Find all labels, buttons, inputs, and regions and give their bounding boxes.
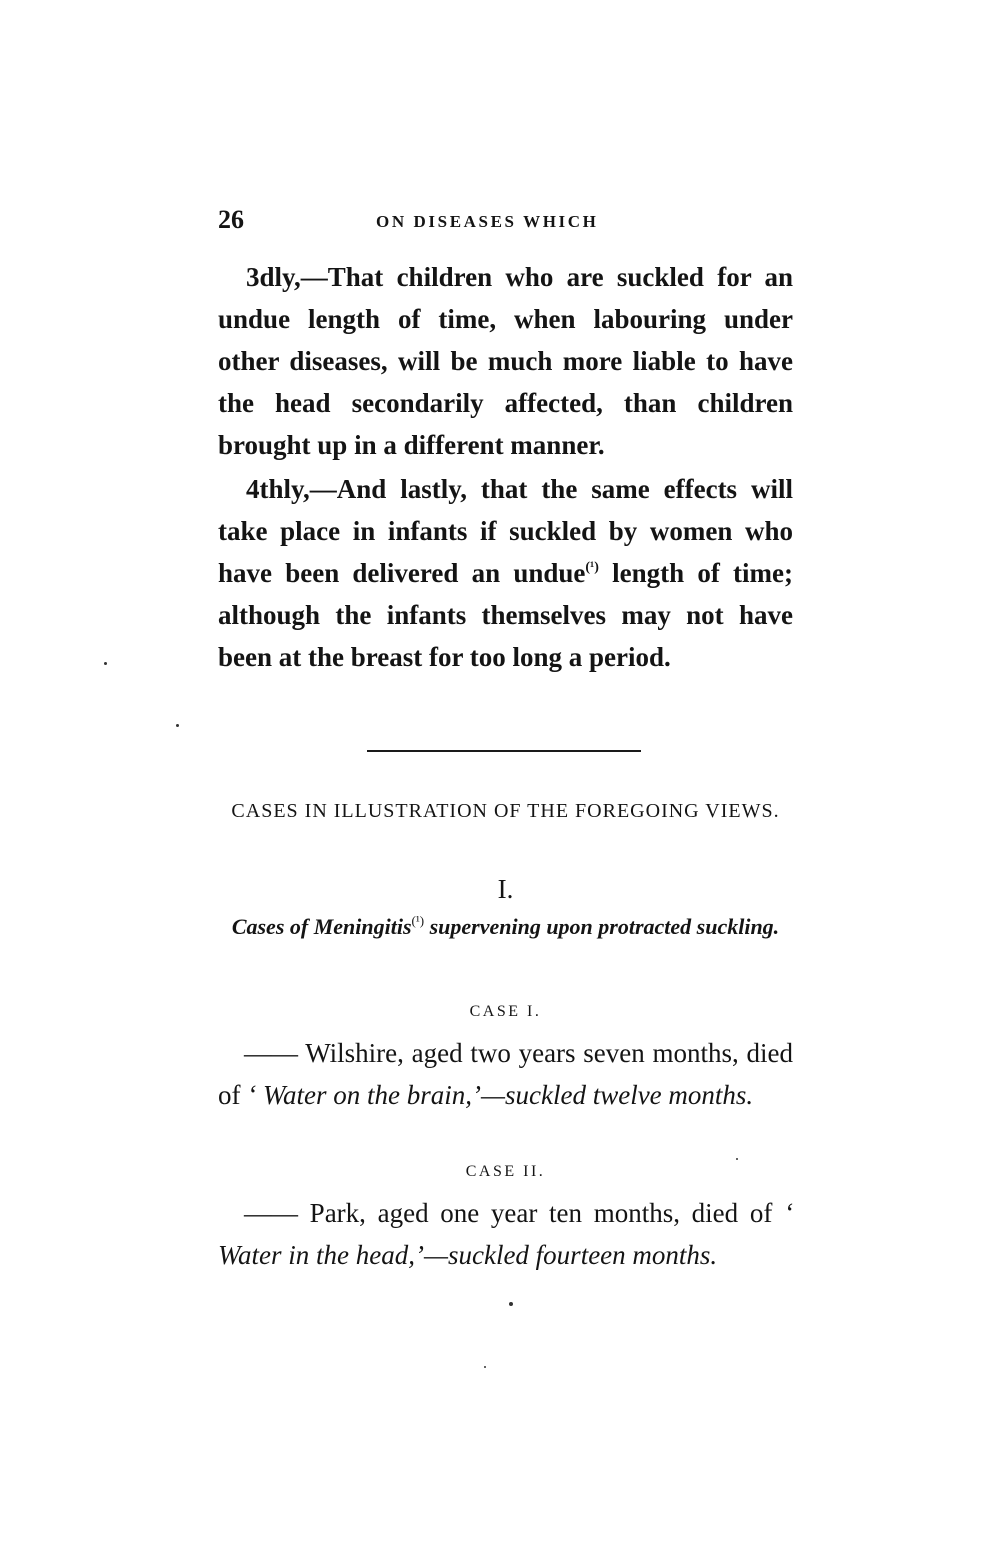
page-number: 26: [218, 205, 244, 234]
case-1-text-plain: —— Wilshire, aged two years seven months, died of: [218, 1038, 793, 1110]
case-1-text: [218, 1032, 793, 1116]
paragraph-fourth-text-end: length of time; although the infants themselves may not have been at the breast for too long a period.: [218, 558, 793, 672]
paragraph-fourth-point: [218, 468, 793, 678]
scan-speck: [509, 1302, 513, 1306]
paragraph-third-text: 3dly,—That children who are suckled for an undue length of time, when labouring under other diseases, will be much more liable to have the head secondarily affected, than children brought up in a different manner.: [218, 262, 793, 460]
scan-speck: [176, 724, 179, 727]
scan-speck: [104, 662, 107, 665]
running-title: ON DISEASES WHICH: [376, 212, 599, 231]
scan-speck: [484, 1366, 486, 1368]
section-subheading: [218, 910, 793, 944]
paragraph-fourth-text-start: 4thly,—And lastly, that the same effects will take place in infants if suckled by women who have been delivered an undue: [218, 474, 793, 588]
scan-speck: [736, 1158, 738, 1160]
case-2-text-italic: ‘ Water in the head,’—suckled fourteen months.: [218, 1198, 793, 1270]
footnote-marker[interactable]: (¹): [585, 560, 599, 575]
subheading-text-start: Cases of Meningitis: [231, 914, 412, 939]
running-header: [218, 204, 793, 236]
paragraph-third-point: [218, 256, 793, 466]
section-heading: CASES IN ILLUSTRATION OF THE FOREGOING VIEWS.: [231, 800, 780, 822]
case-2-heading: CASE II.: [465, 1163, 546, 1180]
footnote-marker[interactable]: (¹): [411, 913, 425, 928]
subheading-text-end: supervening upon protracted suckling.: [424, 914, 780, 939]
section-number: I.: [497, 874, 514, 904]
case-2-text: [218, 1192, 793, 1276]
case-1-text-italic: ‘ Water on the brain,’—suckled twelve months.: [247, 1080, 754, 1110]
case-1-heading: CASE I.: [469, 1003, 542, 1020]
case-2-text-plain: —— Park, aged one year ten months, died of: [244, 1198, 784, 1228]
section-divider: [367, 750, 641, 752]
